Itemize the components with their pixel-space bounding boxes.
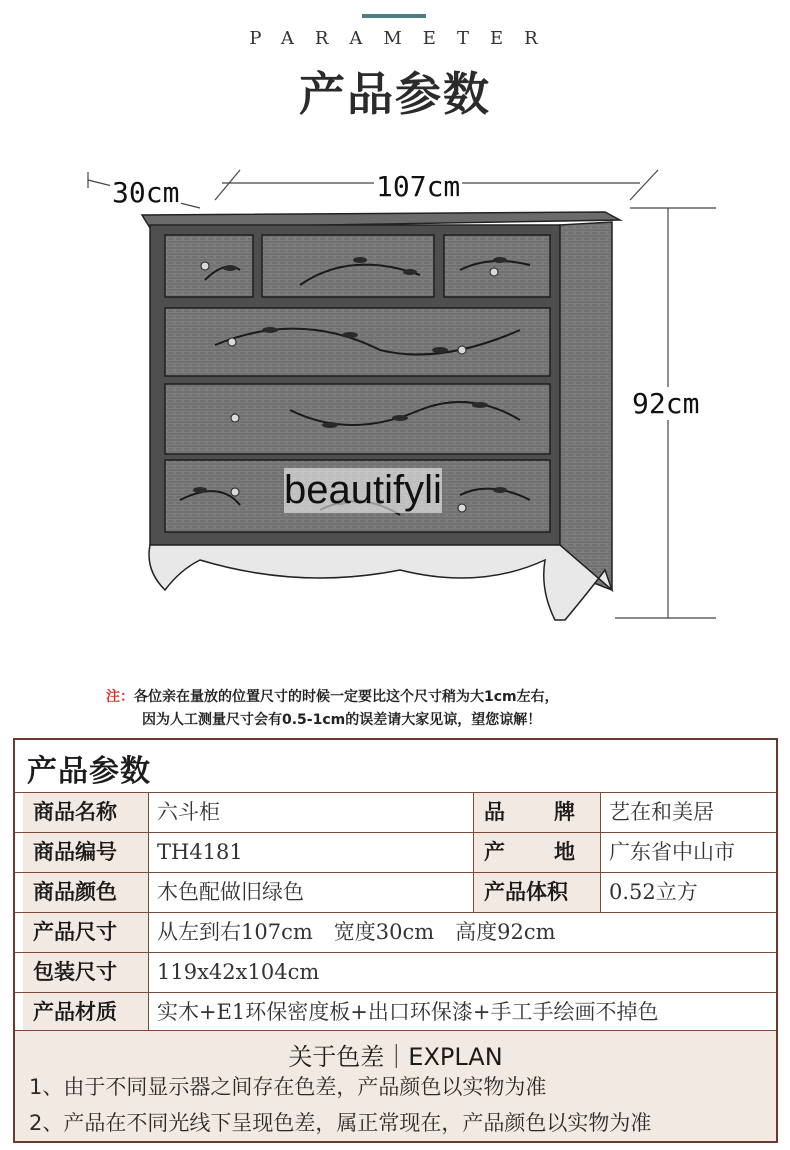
note-line-1: 各位亲在量放的位置尺寸的时候一定要比这个尺寸稍为大1cm左右， <box>134 689 559 705</box>
header-title-en: PARAMETER <box>249 28 559 49</box>
header-title-cn: 产品参数 <box>299 67 491 121</box>
color-difference-item-1: 1、由于不同显示器之间存在色差，产品颜色以实物为准 <box>29 1075 547 1099</box>
drawer-3 <box>444 235 550 297</box>
code-label: 商品编号 <box>23 833 149 872</box>
brand-label: 品 牌 <box>473 793 601 832</box>
volume-value: 0.52立方 <box>609 880 698 904</box>
header-accent-bar <box>362 14 426 18</box>
product-sketch <box>0 150 790 660</box>
volume-label: 产品体积 <box>473 873 601 912</box>
width-label: 107cm <box>376 170 461 203</box>
color-difference-item-2: 2、产品在不同光线下呈现色差，属正常现在，产品颜色以实物为准 <box>29 1111 652 1135</box>
origin-label: 产 地 <box>473 833 601 872</box>
carved-base <box>149 545 612 620</box>
spec-row-code <box>15 832 776 872</box>
drawer-5 <box>165 384 550 454</box>
depth-label: 30cm <box>112 176 180 209</box>
note-mark: 注： <box>106 689 134 705</box>
note-line-2: 因为人工测量尺寸会有0.5-1cm的误差请大家见谅，望您谅解！ <box>142 712 542 728</box>
pack-label: 包装尺寸 <box>23 953 149 992</box>
spec-row-material <box>15 992 776 1032</box>
spec-table-title: 产品参数 <box>27 754 151 789</box>
color-difference-section <box>15 1030 776 1141</box>
watermark-text: beautifyli <box>284 468 442 512</box>
material-label: 产品材质 <box>23 993 149 1032</box>
pack-value: 119x42x104cm <box>157 960 320 984</box>
size-value: 从左到右107cm 宽度30cm 高度92cm <box>157 920 556 944</box>
material-value: 实木+E1环保密度板+出口环保漆+手工手绘画不掉色 <box>157 1000 659 1024</box>
spec-row-size <box>15 912 776 952</box>
spec-row-pack <box>15 952 776 992</box>
color-value: 木色配做旧绿色 <box>157 880 304 904</box>
spec-table <box>13 738 778 1143</box>
name-value: 六斗柜 <box>157 800 220 824</box>
code-value: TH4181 <box>157 840 243 864</box>
color-label: 商品颜色 <box>23 873 149 912</box>
size-label: 产品尺寸 <box>23 913 149 952</box>
spec-row-name <box>15 792 776 832</box>
brand-value: 艺在和美居 <box>609 800 714 824</box>
spec-row-color <box>15 872 776 912</box>
name-label: 商品名称 <box>23 793 149 832</box>
color-difference-title: 关于色差｜EXPLAN <box>288 1043 503 1071</box>
origin-value: 广东省中山市 <box>609 840 735 864</box>
height-label: 92cm <box>632 387 700 420</box>
spec-rows <box>15 792 776 1032</box>
measurement-note <box>106 686 756 732</box>
side-panel <box>560 222 612 590</box>
